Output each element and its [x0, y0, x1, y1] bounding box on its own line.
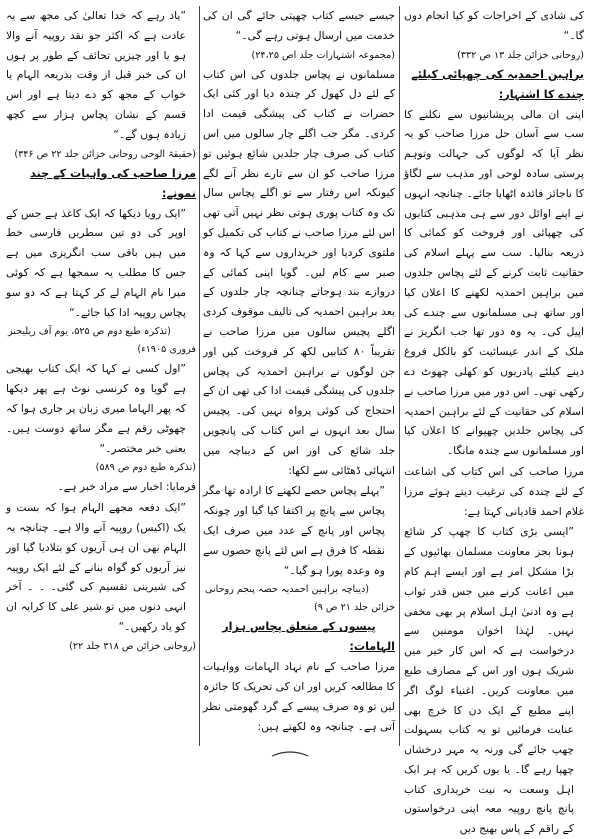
left-quote-2: ”ایک رویا دیکھا کہ ایک کاغذ ہے جس کے اوپر کی دو تین سطریں فارسی خط میں ہیں باقی سب انگریزی میں ہے جس کا مطلب یہ سمجھا ہے کہ کوئی میرا نام الہام لے کر کہتا ہے کہ دو سو پچاس روپیہ ادا کیا جائے۔“: [6, 206, 186, 319]
left-remark-line: فرمایا: اخبار سے مراد خبر ہے۔: [57, 480, 196, 494]
left-quote-4: ”ایک دفعہ مجھے الہام ہوا کہ بست و یک (اکیس) روپیہ آنے والا ہے۔ چنانچہ یہ الہام بھی ان ہی آریوں کو بتلادیا گیا اور نیز آریوں کو گواہ بنانے کے لئے ایک روپیہ کی شیرینی تقسیم کی گئی۔ ۔ ۔ آخر انہی دنوں میں تو شیر علی کا کرایہ ان کو یاد رکھیں۔“: [6, 501, 186, 633]
right-column: [404, 6, 584, 836]
right-quote: ”ایسی بڑی کتاب کا چھپ کر شائع ہونا بجز معاونت مسلمان بھائیوں کے بڑا مشکل امر ہے اور ایسے اہم کام میں اعانت کرنے میں جس قدر ثواب ہے وہ ادنیٰ اہل اسلام پر بھی مخفی نہیں۔ لہٰذا اخوان مومنین سے درخواست ہے کہ اس کار خیر میں شریک ہوں اور اس کے مصارف طبع میں معاونت کریں۔ اغنیاء لوگ اگر اپنے مطبع کے ایک دن کا خرچ بھی عنایت فرمائیں تو یہ کتاب بسہولت چھپ جائے گی ورنہ یہ مہر درخشاں چھپا رہے گا۔ یا یوں کریں کہ ہر ایک اہل وسعت بہ نیت خریداری کتاب پانچ پانچ روپیہ معہ اپنی درخواستوں کے راقم کے پاس بھیج دیں: [404, 525, 574, 836]
middle-section-heading: پیسوں کے متعلق پچاس ہزار الہامات:: [222, 620, 395, 654]
left-reference-4: (روحانی خزائن ص ۳۱۸ جلد ۲۲): [69, 640, 196, 652]
page-ornament: [270, 748, 310, 758]
left-quote-1: ”یاد رہے کہ خدا تعالیٰ کی مجھ سے یہ عادت ہے کہ اکثر جو نقد روپیہ آنے والا ہو یا اور چیزیں تحائف کے طور پر ہوں ان کی خبر قبل از وقت بذریعہ الہام یا خواب کے مجھ کو دے دیتا ہے اور اس قسم کے نشان پچاس ہزار سے کچھ زیادہ ہوں گے۔“: [6, 9, 186, 141]
middle-paragraph-3: مرزا صاحب کے نام نہاد الہامات وواہیات کا مطالعہ کریں اور ان کی تحریک کا جائزہ لیں تو وہ صرف پیسے کے گرد گھومتی نظر آتی ہے۔ چنانچہ وہ لکھتے ہیں:: [203, 660, 395, 733]
middle-paragraph-1: جیسے جیسے کتاب چھپتی جائے گی ان کی خدمت میں ارسال ہوتی رہے گی۔“: [203, 9, 395, 42]
column-divider-right: [399, 6, 400, 746]
left-reference-1: (حقیقۃ الوحی روحانی خزائن جلد ۲۲ ص ۳۴۶): [14, 148, 196, 160]
middle-column: [203, 6, 395, 746]
right-paragraph-2: مرزا صاحب کی اس کتاب کی اشاعت کے لئے چندہ کی ترغیب دیتے ہوئے مرزا غلام احمد قادیانی کہتا ہے:: [404, 464, 584, 518]
middle-reference-1: (مجموعہ اشتہارات جلد اص ۲۴،۲۵): [251, 49, 395, 61]
left-section-heading: مرزا صاحب کی واہیات کے چند نمونے:: [30, 166, 196, 200]
column-divider-left: [199, 6, 200, 746]
left-reference-2: (تذکرہ طبع دوم ص ۵۲۵، یوم آف ریلیجنز فروری ۱۹۰۵ء): [8, 326, 196, 356]
middle-paragraph-2: مسلمانوں نے پچاس جلدوں کی اس کتاب کے لئے دل کھول کر چندہ دیا اور کئی ایک حضرات نے کتاب کی پیشگی قیمت ادا کردی۔ مگر جب اگلے چار سالوں میں اس کتاب کی صرف چار جلدیں شائع ہوئیں تو مرزا صاحب کو ان سے تارے نظر آنے لگے کیونکہ اس رفتار سے تو اگلے پچاس سال تک وہ کتاب پوری ہوتی نظر نہیں آتی تھی اس لئے مرزا صاحب نے کتاب کی تکمیل کو ملتوی کردیا اور خریداروں سے کہا کہ وہ صبر سے کام لیں۔ گویا اپنی کمائی کے دروازے بند ہوجاتے چنانچہ چار جلدوں کے بعد براہین احمدیہ کی تالیف موقوف کردی اگلے پچیس سالوں میں مرزا صاحب نے تقریباً ۸۰ کتابیں لکھ کر فروخت کیں اور جن لوگوں نے براہین احمدیہ کی پچاس جلدوں کی پیشگی قیمت ادا کی تھی ان کے احتجاج کی کوئی پرواہ نہیں کی۔ پچیس سال بعد انہوں نے اس کتاب کی پانچویں جلد شائع کی اور اس کے دیباچہ میں انتہائی ڈھٹائی سے لکھا:: [203, 67, 395, 477]
left-quote-3: ”اول کسی نے کہا کہ ایک کتاب بھیجی ہے گویا وہ کرنسی نوٹ ہے پھر دیکھا کہ پھر الہاما میری زبان پر جاری ہوا کہ چھوٹی رقم ہے مگر ساتھ دوست ہیں۔ یعنی خبر مختصر۔“: [6, 362, 186, 455]
right-section-heading: براہین احمدیہ کی چھپائی کیلئے چندے کا اشتہار:: [411, 67, 584, 101]
middle-quote: ”پہلے پچاس حصے لکھنے کا ارادہ تھا مگر پچاس سے پانچ پر اکتفا کیا گیا اور چونکہ پچاس اور پانچ کے عدد میں صرف ایک نقطہ کا فرق ہے اس لئے پانچ حصوں سے وہ وعدہ پورا ہو گیا۔“: [203, 484, 385, 577]
right-paragraph-1: اپنی ان مالی پریشانیوں سے نکلنے کا سب سے آسان حل مرزا صاحب کو یہ نظر آیا کہ لوگوں کی جہالت وتوہم پرستی سادہ لوحی اور مذہب سے لگاؤ کا ناجائز فائدہ اٹھایا جائے۔ چنانچہ انہوں نے اپنے اوائل دور سے ہی مذہبی کتابوں کی چھپائی اور فروخت کو کمائی کا ذریعہ بنالیا۔ سب سے پہلے اسلام کی حقانیت ثابت کرنے کے لئے پچاس جلدوں میں براہین احمدیہ لکھنے کا اعلان کیا اور ساتھ ہی مسلمانوں سے چندے کی اپیل کی۔ یہ وہ دور تھا جب انگریز نے ملک کے اندر عیسائیت کو بالکل فروغ دینے کیلئے پادریوں کو کھلی چھوٹ دے رکھی تھی۔ اس دور میں مرزا صاحب نے اسلام کی حقانیت کے لئے براہین احمدیہ کی پچاس جلدیں چھپوانے کا اعلان کیا اور مسلمانوں سے چندہ مانگا۔: [404, 107, 584, 458]
left-reference-3: (تذکرہ طبع دوم ص ۵۸۹): [95, 462, 196, 474]
left-column: [6, 6, 196, 746]
right-intro-reference: (روحانی خزائن جلد ۱۳ ص ۳۳۲): [457, 49, 584, 61]
middle-reference-2: (دیباچہ براہین احمدیہ حصہ پنجم روحانی خزائن جلد ۲۱ ص ۹): [205, 584, 395, 614]
right-intro-text: کی شادی کے اخراجات کو کیا انجام دوں گا۔“: [404, 9, 584, 42]
